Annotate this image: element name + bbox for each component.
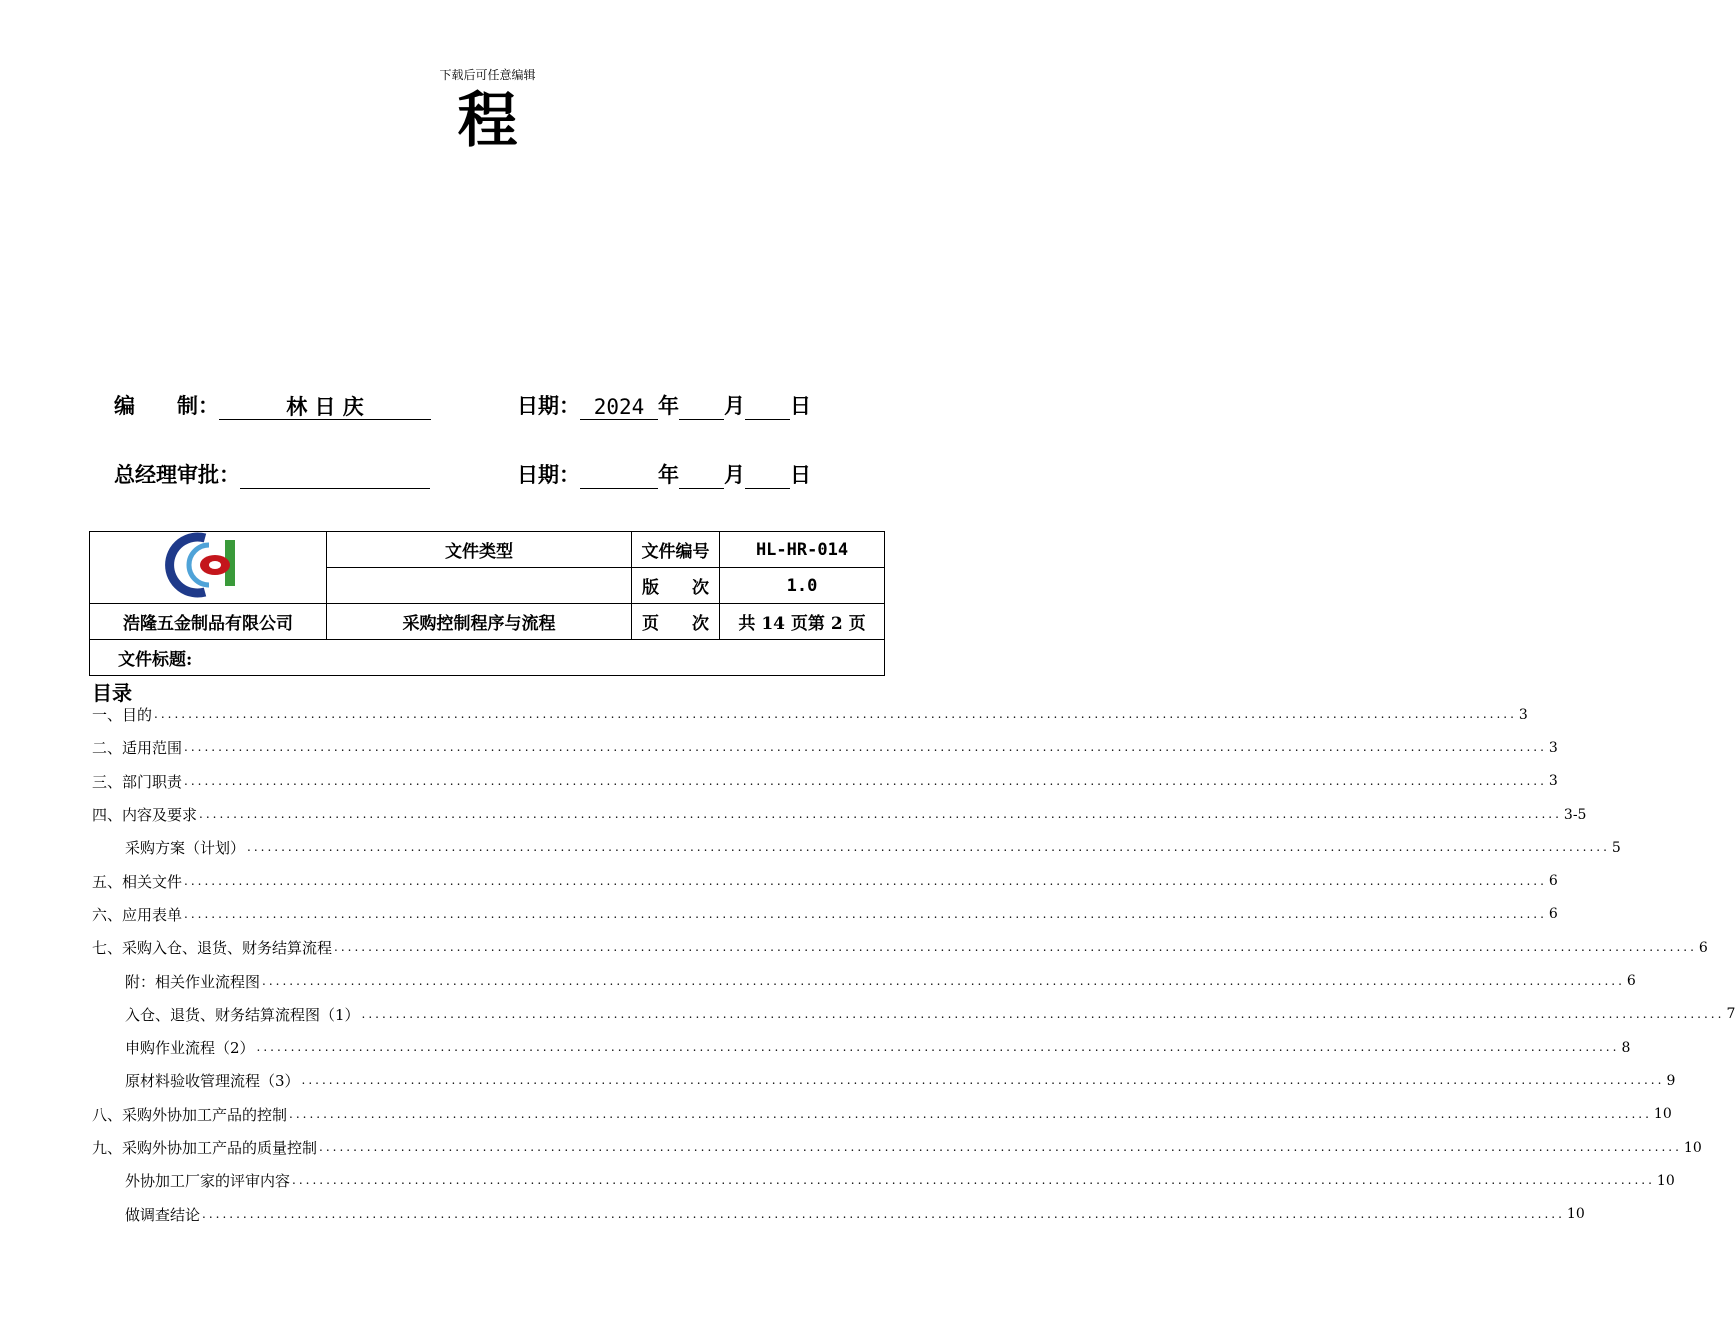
toc-entry-text: 七、采购入仓、退货、财务结算流程	[92, 939, 333, 958]
month-label-2: 月	[724, 462, 745, 487]
toc-leader-dots: ........................................................................................................................................................................................................	[289, 1106, 1652, 1121]
toc-entry-text: 附：相关作业流程图	[125, 972, 261, 991]
toc-leader-dots: ........................................................................................................................................................................................................	[247, 840, 1610, 855]
toc-leader-dots: ........................................................................................................................................................................................................	[199, 807, 1562, 822]
logo-cell	[90, 532, 327, 604]
toc-entry[interactable]	[92, 898, 1558, 931]
approval-label: 总经理审批：	[114, 462, 240, 487]
approval-row	[114, 461, 430, 489]
day-label: 日	[790, 393, 811, 418]
toc-entry[interactable]	[92, 1098, 1672, 1131]
toc-entry[interactable]	[92, 964, 1636, 997]
toc-entry-page: 6	[1548, 906, 1558, 923]
toc-entry-text: 三、部门职责	[92, 772, 183, 791]
toc-entry[interactable]	[92, 831, 1621, 864]
toc-entry[interactable]	[92, 798, 1587, 831]
doc-type-value	[327, 568, 632, 604]
day-blank-2	[745, 462, 790, 489]
version-value: 1.0	[720, 568, 885, 604]
prepared-label: 编 制：	[114, 393, 219, 418]
version-label: 版 次	[632, 568, 720, 604]
toc-entry-text: 四、内容及要求	[92, 806, 198, 825]
day-blank	[745, 393, 790, 420]
toc-leader-dots: ........................................................................................................................................................................................................	[184, 906, 1547, 921]
toc-entry[interactable]	[92, 1131, 1702, 1164]
toc-entry-text: 外协加工厂家的评审内容	[125, 1172, 291, 1191]
toc-entry-text: 六、应用表单	[92, 905, 183, 924]
toc-entry-text: 二、适用范围	[92, 739, 183, 758]
doc-type-label: 文件类型	[327, 532, 632, 568]
year-label: 年	[658, 393, 679, 418]
toc-leader-dots: ........................................................................................................................................................................................................	[184, 773, 1547, 788]
page-title: 程	[457, 86, 518, 156]
toc-entry-text: 申购作业流程（2）	[125, 1039, 255, 1058]
toc-entry-page: 10	[1656, 1172, 1675, 1189]
date-label: 日期：	[517, 393, 580, 418]
toc-leader-dots: ........................................................................................................................................................................................................	[319, 1140, 1682, 1154]
day-label-2: 日	[790, 462, 811, 487]
toc-leader-dots: ........................................................................................................................................................................................................	[256, 1040, 1620, 1055]
toc-leader-dots: ........................................................................................................................................................................................................	[154, 707, 1517, 722]
toc-entry-page: 10	[1653, 1106, 1672, 1123]
toc-entry-text: 八、采购外协加工产品的控制	[92, 1105, 288, 1124]
doc-title-label: 文件标题:	[90, 640, 885, 676]
company-name: 浩隆五金制品有限公司	[90, 604, 327, 640]
page-info: 共 14 页第 2 页	[720, 604, 885, 640]
toc-entry-page: 6	[1626, 973, 1636, 990]
prepared-row	[114, 392, 431, 420]
toc-entry[interactable]	[92, 931, 1708, 964]
toc-leader-dots: ........................................................................................................................................................................................................	[301, 1073, 1665, 1088]
toc-entry-text: 五、相关文件	[92, 872, 183, 891]
toc-entry-page: 9	[1666, 1072, 1676, 1089]
year-blank-2	[580, 462, 658, 489]
toc-entry[interactable]	[92, 1164, 1675, 1197]
toc-leader-dots: ........................................................................................................................................................................................................	[334, 940, 1697, 955]
toc-entry[interactable]	[92, 698, 1528, 731]
document-header-table	[89, 531, 885, 676]
toc-leader-dots: ........................................................................................................................................................................................................	[361, 1006, 1725, 1021]
approval-date-row	[517, 461, 811, 489]
approval-blank	[240, 462, 430, 489]
table-of-contents	[92, 698, 1735, 1231]
toc-entry-text: 做调查结论	[125, 1205, 201, 1224]
page-label: 页 次	[632, 604, 720, 640]
toc-entry-page: 8	[1621, 1039, 1631, 1056]
toc-entry-text: 九、采购外协加工产品的质量控制	[92, 1139, 318, 1157]
toc-leader-dots: ........................................................................................................................................................................................................	[184, 740, 1547, 755]
toc-title: 目录	[92, 681, 132, 705]
doc-name: 采购控制程序与流程	[327, 604, 632, 640]
toc-entry[interactable]	[92, 1064, 1676, 1097]
toc-entry-text: 一、目的	[92, 706, 153, 725]
toc-entry-page: 5	[1611, 839, 1621, 856]
toc-entry-page: 10	[1566, 1206, 1585, 1223]
toc-entry-page: 10	[1683, 1139, 1702, 1156]
toc-entry-page: 3	[1548, 739, 1558, 756]
toc-leader-dots: ........................................................................................................................................................................................................	[202, 1206, 1565, 1221]
prepared-date-row	[517, 392, 811, 420]
toc-entry[interactable]	[92, 998, 1735, 1031]
toc-entry[interactable]	[92, 1197, 1585, 1230]
date-year: 2024	[580, 393, 658, 420]
toc-entry-page: 6	[1698, 939, 1708, 956]
toc-entry-page: 3	[1548, 773, 1558, 790]
year-label-2: 年	[658, 462, 679, 487]
toc-leader-dots: ........................................................................................................................................................................................................	[292, 1173, 1655, 1188]
month-blank	[679, 393, 724, 420]
month-label: 月	[724, 393, 745, 418]
toc-entry[interactable]	[92, 731, 1558, 764]
toc-leader-dots: ........................................................................................................................................................................................................	[262, 973, 1625, 988]
toc-entry-page: 6	[1548, 873, 1558, 890]
toc-entry-page: 7	[1726, 1006, 1735, 1023]
toc-entry-page: 3-5	[1563, 806, 1587, 823]
toc-leader-dots: ........................................................................................................................................................................................................	[184, 873, 1547, 888]
toc-entry[interactable]	[92, 864, 1558, 897]
prepared-name: 林 日 庆	[219, 393, 431, 420]
doc-number: HL-HR-014	[720, 532, 885, 568]
toc-entry-text: 采购方案（计划）	[125, 839, 246, 858]
toc-entry-text: 原材料验收管理流程（3）	[125, 1072, 300, 1091]
top-note: 下载后可任意编辑	[439, 68, 536, 82]
toc-entry[interactable]	[92, 765, 1558, 798]
toc-entry-page: 3	[1518, 706, 1528, 723]
date-label-2: 日期：	[517, 462, 580, 487]
toc-entry[interactable]	[92, 1031, 1631, 1064]
company-logo-icon	[163, 532, 253, 598]
toc-entry-text: 入仓、退货、财务结算流程图（1）	[125, 1005, 360, 1024]
month-blank-2	[679, 462, 724, 489]
doc-number-label: 文件编号	[632, 532, 720, 568]
